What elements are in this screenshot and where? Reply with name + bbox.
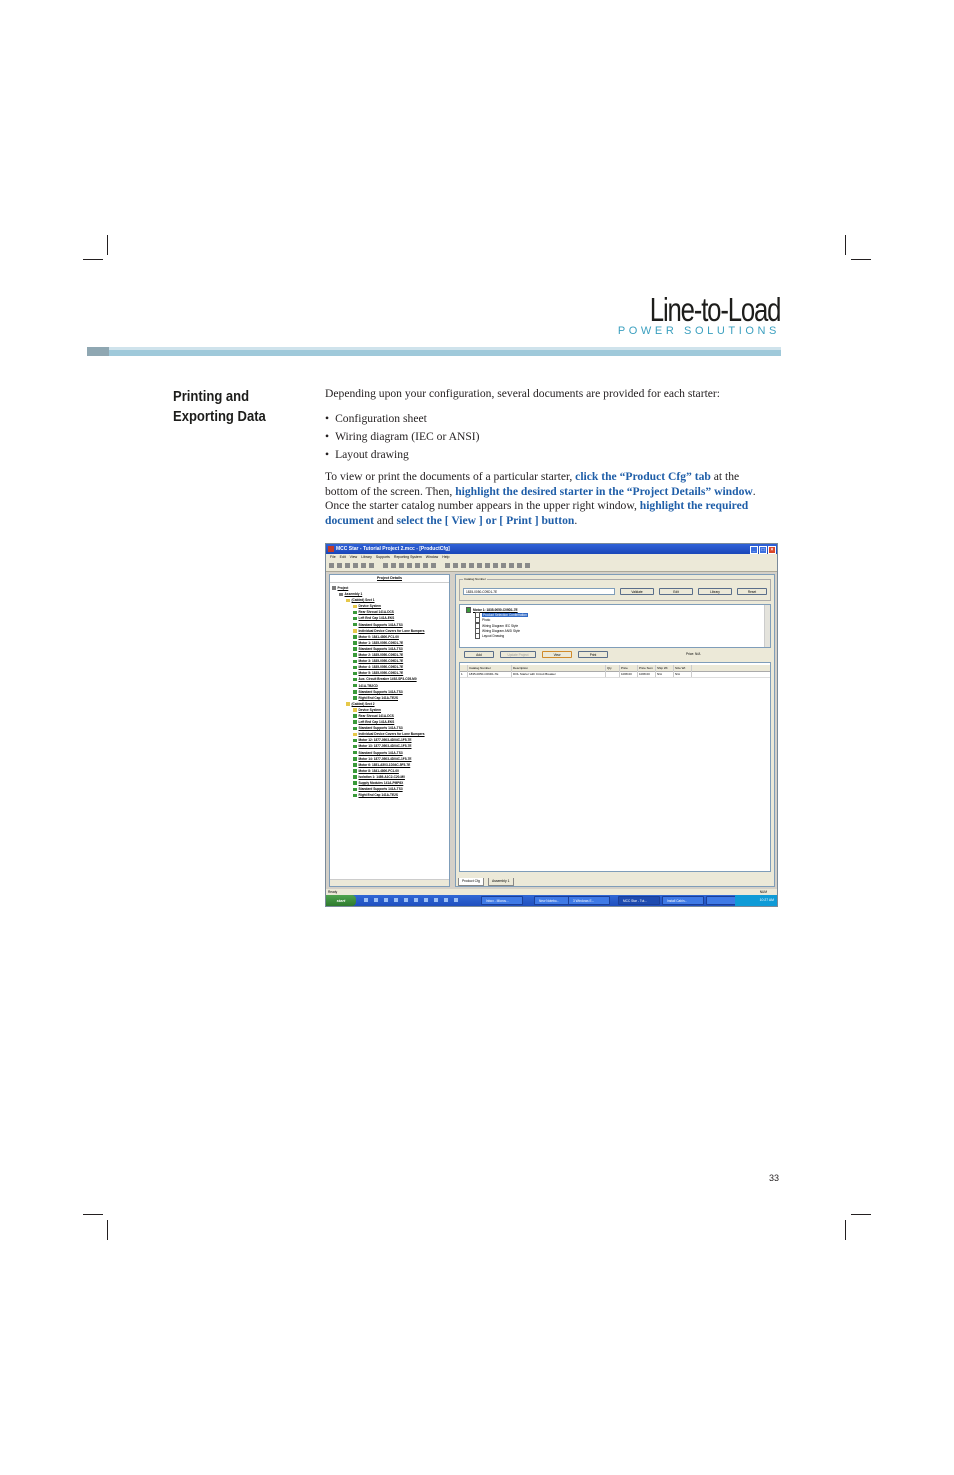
catalog-number-input[interactable]: 1835-0050-C09D1-7E bbox=[463, 588, 615, 595]
tree-item-label: Device System bbox=[358, 707, 382, 712]
edit-button[interactable]: Edit bbox=[659, 588, 693, 595]
highlight-text: highlight the required document bbox=[325, 499, 749, 527]
device-icon bbox=[353, 635, 357, 639]
device-icon bbox=[353, 769, 357, 773]
document-list bbox=[325, 412, 770, 463]
menu-item[interactable]: Edit bbox=[339, 555, 346, 559]
document-tree bbox=[459, 604, 771, 648]
tree-item-label: Motor 4: 1835-0050-C09D1-7E bbox=[358, 665, 404, 670]
tree-item-label: Motor 1: 1835-0050-C09D1-7E bbox=[358, 640, 404, 645]
tree-item-label: Standard Supports 141A-TS3 bbox=[358, 750, 403, 755]
toolbar-icon[interactable] bbox=[493, 563, 498, 568]
tree-item-label: Rear Shroud 141A-DCS bbox=[358, 713, 394, 718]
tree-item-label: Standard Supports 141A-TS3 bbox=[358, 622, 403, 627]
section-title-line2: Exporting Data bbox=[173, 409, 266, 425]
document-label: Wiring Diagram IEC Style bbox=[482, 623, 519, 628]
toolbar-icon[interactable] bbox=[361, 563, 366, 568]
toolbar-icon[interactable] bbox=[453, 563, 458, 568]
quick-launch-icon[interactable] bbox=[414, 898, 418, 902]
quick-launch-icon[interactable] bbox=[364, 898, 368, 902]
menu-item[interactable]: View bbox=[349, 555, 358, 559]
reset-button[interactable]: Reset bbox=[737, 588, 767, 595]
folder-icon bbox=[353, 629, 357, 633]
toolbar-icon[interactable] bbox=[391, 563, 396, 568]
table-cell: 1068.00 bbox=[638, 671, 656, 677]
crop-mark bbox=[83, 1214, 103, 1215]
crop-mark bbox=[83, 259, 103, 260]
table-cell: 1835-0050-C09D1-7E bbox=[468, 671, 512, 677]
document-label: Wiring Diagram ANSI Style bbox=[482, 628, 521, 633]
tree-item-label: Project bbox=[337, 586, 349, 590]
brand-name: Line-to-Load bbox=[649, 291, 780, 328]
section-title-line1: Printing and bbox=[173, 389, 250, 405]
tree-item-label: Individual Device Covers for Lone Bumpers bbox=[358, 732, 425, 737]
toolbar-icon[interactable] bbox=[501, 563, 506, 568]
document-item[interactable] bbox=[466, 633, 770, 638]
device-icon bbox=[353, 727, 357, 731]
list-item: • Layout drawing bbox=[325, 448, 770, 463]
device-icon bbox=[353, 781, 357, 785]
quick-launch-icon[interactable] bbox=[424, 898, 428, 902]
view-button[interactable]: View bbox=[542, 651, 572, 658]
folder-icon bbox=[346, 702, 350, 706]
horizontal-scrollbar[interactable] bbox=[330, 879, 449, 886]
document-label: Photo bbox=[482, 618, 491, 623]
table-cell bbox=[606, 671, 620, 677]
toolbar-icon[interactable] bbox=[509, 563, 514, 568]
toolbar-icon[interactable] bbox=[423, 563, 428, 568]
device-icon bbox=[353, 690, 357, 694]
menu-item[interactable]: Library bbox=[361, 555, 372, 559]
tree-item-label: Standard Supports 141A-TS3 bbox=[358, 726, 403, 731]
taskbar-button[interactable]: New Notebo... bbox=[534, 896, 576, 905]
window-titlebar bbox=[326, 544, 777, 554]
toolbar-icon[interactable] bbox=[399, 563, 404, 568]
device-icon bbox=[353, 641, 357, 645]
tree-item-label: Motor 3: 1835-0050-C09D1-7E bbox=[358, 659, 404, 664]
tree-item-label: Left End Cap 141A-EKS bbox=[358, 616, 395, 621]
toolbar-icon[interactable] bbox=[369, 563, 374, 568]
tree-item-label: Motor 5: 1835-0050-C09D1-7E bbox=[358, 671, 404, 676]
toolbar-icon[interactable] bbox=[477, 563, 482, 568]
device-icon bbox=[353, 775, 357, 779]
device-icon bbox=[353, 763, 357, 767]
device-icon bbox=[466, 607, 471, 613]
pane-header: Project Details bbox=[330, 575, 449, 583]
device-icon bbox=[353, 794, 357, 798]
column-header[interactable]: Price bbox=[620, 665, 638, 671]
tree-item-label: Right End Cap 141A-TE2S bbox=[358, 695, 398, 700]
tab-product-cfg[interactable]: Product Cfg bbox=[458, 878, 484, 886]
crop-mark bbox=[107, 1220, 108, 1240]
tree-item-label: Supply Modules 141A-PMP8X bbox=[358, 781, 404, 785]
add-button[interactable]: Add bbox=[464, 651, 494, 658]
tree-item-label: (Cabled) Sect 1 bbox=[351, 598, 375, 603]
close-icon[interactable]: × bbox=[768, 546, 776, 554]
validate-button[interactable]: Validate bbox=[620, 588, 654, 595]
column-header[interactable]: Catalog Number bbox=[468, 665, 512, 671]
menu-item[interactable]: Supports bbox=[375, 555, 390, 559]
intro-paragraph: Depending upon your configuration, several documents are provided for each starter: bbox=[325, 387, 721, 400]
toolbar-icon[interactable] bbox=[517, 563, 522, 568]
tree-item-label: Right End Cap 141A-TE2S bbox=[358, 793, 398, 798]
taskbar bbox=[326, 895, 777, 906]
device-icon bbox=[353, 714, 357, 718]
menu-item[interactable]: Window bbox=[425, 555, 439, 559]
product-grid bbox=[459, 662, 771, 872]
minimize-icon[interactable]: _ bbox=[750, 546, 758, 554]
tab-assembly-1[interactable]: Assembly 1 bbox=[488, 878, 514, 886]
tree-item-label: Standard Supports 141A-TS3 bbox=[358, 689, 403, 694]
document-label: Product Selection Confirmation bbox=[483, 613, 527, 618]
tree-item-label: Rear Shroud 141A-DCS bbox=[358, 610, 394, 615]
device-icon bbox=[353, 653, 357, 657]
menu-item[interactable]: Reporting System bbox=[393, 555, 422, 559]
toolbar-icon[interactable] bbox=[445, 563, 450, 568]
toolbar-icon[interactable] bbox=[415, 563, 420, 568]
highlight-text: select the [ View ] or [ Print ] button bbox=[396, 513, 575, 527]
list-item: • Configuration sheet bbox=[325, 412, 770, 427]
taskbar-button[interactable]: Inbox - Micros... bbox=[481, 896, 523, 905]
tree-item-label: Assembly 1 bbox=[344, 592, 363, 597]
quick-launch-icon[interactable] bbox=[444, 898, 448, 902]
product-config-pane bbox=[455, 574, 775, 887]
column-header[interactable]: Description bbox=[512, 665, 606, 671]
device-icon bbox=[353, 745, 357, 749]
toolbar-icon[interactable] bbox=[329, 563, 334, 568]
column-header[interactable]: Qty bbox=[606, 665, 620, 671]
tree-item-label: Motor 2: 1835-0050-C09D1-7E bbox=[358, 653, 404, 658]
column-header[interactable]: Price Sum bbox=[638, 665, 656, 671]
project-tree bbox=[330, 583, 449, 798]
brand-logo bbox=[613, 292, 780, 337]
crop-mark bbox=[845, 1220, 846, 1240]
device-icon bbox=[353, 617, 357, 621]
device-icon bbox=[353, 751, 357, 755]
device-icon bbox=[332, 586, 336, 590]
toolbar-icon[interactable] bbox=[407, 563, 412, 568]
menu-bar bbox=[326, 554, 777, 561]
window-title: MCC Star - Tutorial Project 2.mcc - [ProductCfg] bbox=[336, 546, 450, 552]
tree-item-label: Left End Cap 141A-EKS bbox=[358, 720, 395, 725]
toolbar-icon[interactable] bbox=[353, 563, 358, 568]
start-button[interactable]: start bbox=[326, 895, 356, 906]
tree-item-label: Standard Supports 141A-TS3 bbox=[358, 787, 403, 792]
quick-launch-icon[interactable] bbox=[434, 898, 438, 902]
device-icon bbox=[353, 757, 357, 761]
tree-item-label: Isolation 1: 1489-A1C2-C20-M0 bbox=[358, 774, 405, 779]
status-left: Ready bbox=[328, 890, 338, 894]
tree-item-label: Motor 13: 1877-0503-4D04C-1F5-7E bbox=[358, 744, 412, 749]
folder-icon bbox=[353, 708, 357, 712]
quick-launch-icon[interactable] bbox=[394, 898, 398, 902]
crop-mark bbox=[845, 235, 846, 255]
toolbar-icon[interactable] bbox=[469, 563, 474, 568]
document-label: Motor 1: 1835-0050-C09D1-7E bbox=[473, 607, 518, 612]
column-header[interactable]: Ship Wt bbox=[656, 665, 674, 671]
tree-item-label: Motor 0: 1841-4800-FC1-00 bbox=[358, 634, 399, 639]
device-icon bbox=[353, 666, 357, 670]
table-row[interactable] bbox=[460, 671, 770, 678]
table-cell: DOL Starter with Circuit Breaker bbox=[512, 671, 606, 677]
device-icon bbox=[353, 678, 357, 682]
menu-item[interactable]: File bbox=[330, 555, 336, 559]
menu-item[interactable]: Help bbox=[442, 555, 450, 559]
crop-mark bbox=[851, 1214, 871, 1215]
crop-mark bbox=[107, 235, 108, 255]
toolbar-icon[interactable] bbox=[431, 563, 436, 568]
highlight-text: click the “Product Cfg” tab bbox=[575, 470, 711, 484]
taskbar-button[interactable]: Install Cabin... bbox=[662, 896, 704, 905]
software-screenshot bbox=[325, 543, 778, 907]
catalog-legend: Catalog Number bbox=[464, 577, 486, 581]
instructions-paragraph: To view or print the documents of a particular starter, click the “Product Cfg” tab at the bottom of the screen. Then, highlight the desired starter in the “Project Details” window. Once the starter catalog number appears in the upper right window, highlight the required document and select the [ View ] or [ Print ] button. bbox=[325, 470, 756, 527]
status-right: NUM bbox=[759, 890, 767, 894]
page-number: 33 bbox=[769, 1173, 780, 1183]
toolbar-icon[interactable] bbox=[525, 563, 530, 568]
clock: 10:27 AM bbox=[759, 898, 774, 902]
tree-item-label: Device System bbox=[358, 604, 382, 609]
tree-item-label: Individual Device Covers for Lone Bumpers bbox=[358, 628, 425, 633]
toolbar-icon[interactable] bbox=[461, 563, 466, 568]
price-label: Price: N/A bbox=[686, 652, 701, 656]
tree-item-label: Motor 12: 1877-0503-4D04C-1F5-7E bbox=[358, 738, 412, 743]
vertical-scrollbar[interactable] bbox=[764, 605, 770, 647]
folder-icon bbox=[346, 599, 350, 603]
toolbar-icon[interactable] bbox=[383, 563, 388, 568]
toolbar bbox=[326, 561, 777, 572]
tree-item-label: Motor 14: 1877-0503-4D04C-1F5-7E bbox=[358, 756, 412, 761]
taskbar-button[interactable]: MCC Star - Tut... bbox=[618, 896, 660, 905]
document-label: Layout Drawing bbox=[482, 633, 505, 638]
tree-item-label: Motor 8: 1841-4800-FC1-00 bbox=[358, 768, 399, 773]
system-tray bbox=[735, 895, 777, 906]
crop-mark bbox=[851, 259, 871, 260]
device-icon bbox=[353, 739, 357, 743]
device-icon bbox=[353, 611, 357, 615]
device-icon bbox=[353, 672, 357, 676]
table-cell: 1068.00 bbox=[620, 671, 638, 677]
device-icon bbox=[353, 720, 357, 724]
column-header[interactable]: Size Wt bbox=[674, 665, 692, 671]
print-button[interactable]: Print bbox=[578, 651, 608, 658]
header-rule-accent bbox=[87, 347, 109, 356]
toolbar-icon[interactable] bbox=[485, 563, 490, 568]
device-icon bbox=[353, 696, 357, 700]
tree-item-label: Standard Supports 141A-TS3 bbox=[358, 646, 403, 651]
taskbar-button[interactable]: 3 Windows E... bbox=[568, 896, 610, 905]
device-icon bbox=[353, 788, 357, 792]
tree-item-label: Motor 6: 1851-A503-1D04C-5F5-7E bbox=[358, 762, 411, 767]
quick-launch-icon[interactable] bbox=[404, 898, 408, 902]
body-text bbox=[325, 387, 770, 529]
section-title bbox=[173, 387, 281, 427]
app-icon bbox=[328, 546, 334, 552]
device-icon bbox=[353, 647, 357, 651]
toolbar-icon[interactable] bbox=[337, 563, 342, 568]
device-icon bbox=[353, 684, 357, 688]
update-project-button[interactable]: Update Project bbox=[500, 651, 536, 658]
library-button[interactable]: Library bbox=[698, 588, 732, 595]
catalog-number-group bbox=[459, 579, 771, 601]
project-details-pane bbox=[329, 574, 450, 887]
quick-launch-icon[interactable] bbox=[374, 898, 378, 902]
quick-launch-icon[interactable] bbox=[454, 898, 458, 902]
tab-bar bbox=[456, 878, 774, 886]
table-cell: N/A bbox=[674, 671, 692, 677]
device-icon bbox=[353, 660, 357, 664]
document-icon bbox=[475, 633, 480, 639]
folder-icon bbox=[353, 733, 357, 737]
tree-item[interactable] bbox=[332, 792, 449, 798]
folder-icon bbox=[353, 605, 357, 609]
tree-item-label: Aux. Circuit Breaker 1492-SP3-C05-M0 bbox=[358, 677, 417, 682]
brand-subtitle: POWER SOLUTIONS bbox=[617, 325, 780, 337]
device-icon bbox=[339, 593, 343, 597]
table-cell: N/A bbox=[656, 671, 674, 677]
list-item: • Wiring diagram (IEC or ANSI) bbox=[325, 430, 770, 445]
highlight-text: highlight the desired starter in the “Project Details” window bbox=[455, 484, 753, 498]
header-rule bbox=[87, 347, 781, 356]
tree-item-label: (Cabled) Sect 2 bbox=[351, 701, 375, 706]
toolbar-icon[interactable] bbox=[345, 563, 350, 568]
device-icon bbox=[353, 623, 357, 627]
tree-item-label: 141A-TB2CD bbox=[358, 683, 378, 688]
table-cell: 1 bbox=[460, 671, 468, 677]
maximize-icon[interactable]: □ bbox=[759, 546, 767, 554]
quick-launch-icon[interactable] bbox=[384, 898, 388, 902]
